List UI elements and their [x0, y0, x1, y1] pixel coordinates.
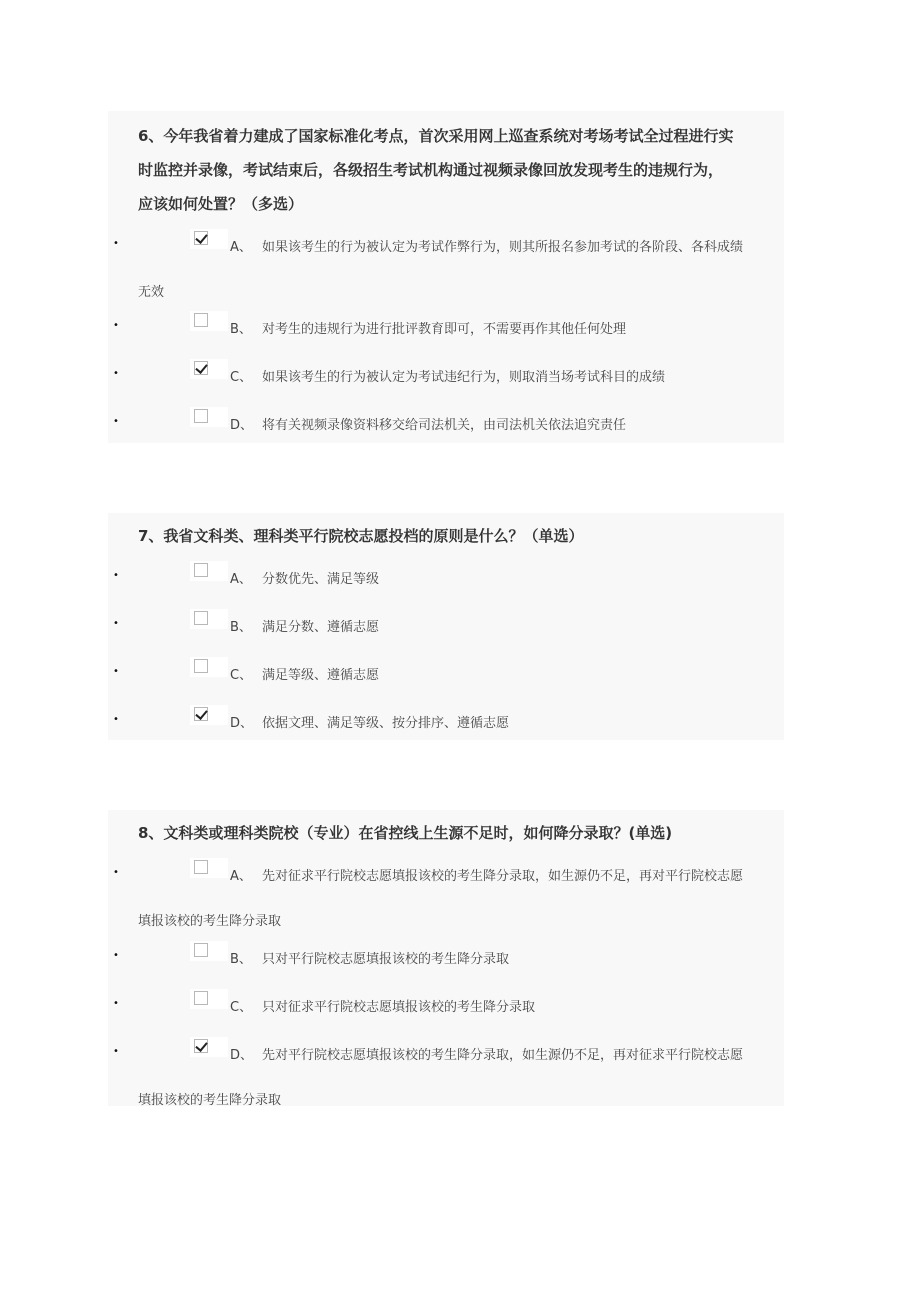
option-text-continued: 填报该校的考生降分录取: [138, 1093, 282, 1108]
option-text-continued: 无效: [138, 285, 165, 300]
option-text-continued: 填报该校的考生降分录取: [138, 914, 282, 929]
bullet: •: [113, 368, 119, 379]
option-text: 将有关视频录像资料移交给司法机关，由司法机关依法追究责任: [262, 418, 627, 433]
bullet: •: [113, 618, 119, 629]
bullet: •: [113, 867, 119, 878]
option-text: 先对征求平行院校志愿填报该校的考生降分录取，如生源仍不足，再对平行院校志愿: [262, 869, 744, 884]
checkbox[interactable]: [194, 409, 208, 423]
question-title-line: 7、我省文科类、理科类平行院校志愿投档的原则是什么？（单选）: [138, 527, 584, 545]
bullet: •: [113, 998, 119, 1009]
option-letter: A、: [230, 572, 252, 587]
option-text: 先对平行院校志愿填报该校的考生降分录取，如生源仍不足，再对征求平行院校志愿: [262, 1048, 744, 1063]
option-text: 只对平行院校志愿填报该校的考生降分录取: [262, 952, 510, 967]
option-letter: D、: [230, 716, 254, 731]
option-text: 满足分数、遵循志愿: [262, 620, 380, 635]
bullet: •: [113, 238, 119, 249]
option-text: 如果该考生的行为被认定为考试作弊行为，则其所报名参加考试的各阶段、各科成绩: [262, 240, 744, 255]
option-letter: D、: [230, 1048, 254, 1063]
option-text: 对考生的违规行为进行批评教育即可，不需要再作其他任何处理: [262, 322, 627, 337]
checkbox[interactable]: [194, 860, 208, 874]
bullet: •: [113, 416, 119, 427]
option-letter: C、: [230, 370, 253, 385]
option-letter: B、: [230, 952, 252, 967]
option-text: 满足等级、遵循志愿: [262, 668, 380, 683]
option-letter: C、: [230, 1000, 253, 1015]
option-letter: C、: [230, 668, 253, 683]
option-letter: B、: [230, 620, 252, 635]
checkbox[interactable]: [194, 611, 208, 625]
question-6: [108, 111, 784, 443]
bullet: •: [113, 714, 119, 725]
checkbox-checked[interactable]: [194, 707, 208, 721]
bullet: •: [113, 666, 119, 677]
bullet: •: [113, 1046, 119, 1057]
checkbox-checked[interactable]: [194, 361, 208, 375]
checkbox-checked[interactable]: [194, 1039, 208, 1053]
question-title-line: 时监控并录像，考试结束后，各级招生考试机构通过视频录像回放发现考生的违规行为，: [138, 161, 724, 179]
question-title-line: 应该如何处置？（多选）: [138, 195, 304, 213]
checkbox-checked[interactable]: [194, 231, 208, 245]
checkbox[interactable]: [194, 563, 208, 577]
checkbox[interactable]: [194, 313, 208, 327]
question-title-line: 6、今年我省着力建成了国家标准化考点，首次采用网上巡查系统对考场考试全过程进行实: [138, 127, 734, 145]
question-title: [138, 119, 784, 221]
option-letter: B、: [230, 322, 252, 337]
bullet: •: [113, 950, 119, 961]
bullet: •: [113, 570, 119, 581]
option-letter: D、: [230, 418, 254, 433]
option-text: 只对征求平行院校志愿填报该校的考生降分录取: [262, 1000, 536, 1015]
question-title-line: 8、文科类或理科类院校（专业）在省控线上生源不足时，如何降分录取？(单选): [138, 824, 673, 842]
checkbox[interactable]: [194, 943, 208, 957]
question-8: [108, 810, 784, 1106]
checkbox[interactable]: [194, 991, 208, 1005]
question-title: [138, 519, 784, 553]
checkbox[interactable]: [194, 659, 208, 673]
question-title: [138, 816, 784, 850]
option-letter: A、: [230, 240, 252, 255]
option-letter: A、: [230, 869, 252, 884]
option-text: 如果该考生的行为被认定为考试违纪行为，则取消当场考试科目的成绩: [262, 370, 666, 385]
option-text: 依据文理、满足等级、按分排序、遵循志愿: [262, 716, 510, 731]
option-text: 分数优先、满足等级: [262, 572, 380, 587]
question-7: [108, 513, 784, 740]
bullet: •: [113, 320, 119, 331]
